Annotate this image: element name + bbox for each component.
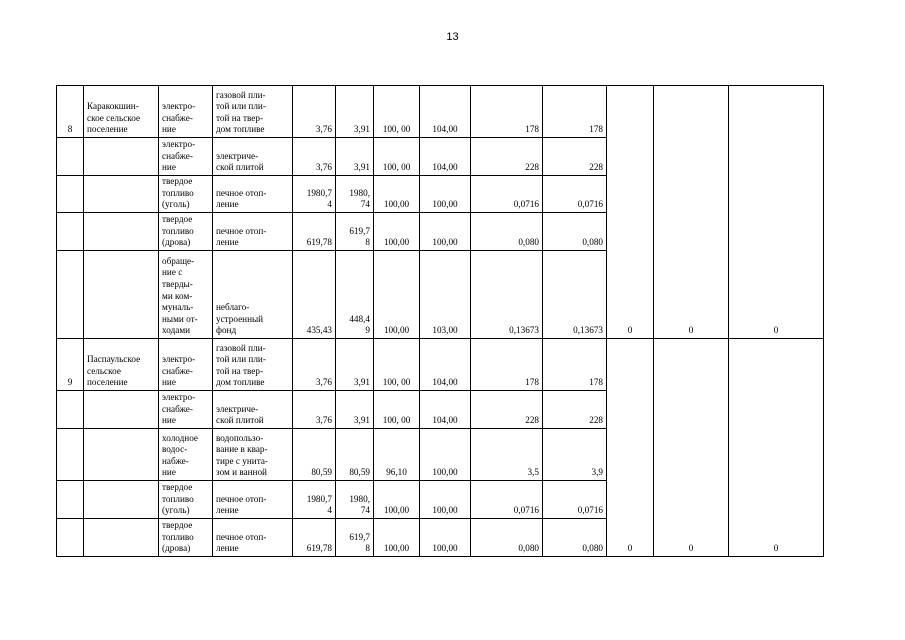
page-number: 13 <box>446 31 459 43</box>
service-cell: обраще- ние с тверды- ми ком- муналь- ными от- ходами <box>159 251 213 339</box>
service-cell: электро- снабже- ние <box>159 391 213 429</box>
empty-cell <box>57 176 84 213</box>
extra-cell: 0 <box>654 339 729 557</box>
value-cell: 80,59 <box>336 429 374 481</box>
tariff-cell: 0,0716 <box>543 176 607 213</box>
tariff-cell: 228 <box>543 138 607 176</box>
empty-cell <box>84 176 159 213</box>
value-cell: 80,59 <box>293 429 336 481</box>
value-cell: 1980, 74 <box>336 481 374 519</box>
tariff-cell: 3,5 <box>471 429 543 481</box>
type-cell: водопользо- вание в квар- тире с унита- зом и ванной <box>213 429 293 481</box>
value-cell: 3,91 <box>336 138 374 176</box>
percent-cell: 100,00 <box>420 176 471 213</box>
table-row <box>57 86 824 138</box>
tariff-cell: 3,9 <box>543 429 607 481</box>
empty-cell <box>84 138 159 176</box>
type-cell: газовой пли- той или пли- той на твер- дом топливе <box>213 339 293 391</box>
percent-cell: 100, 00 <box>374 339 420 391</box>
tariff-table <box>56 85 824 557</box>
type-cell: печное отоп- ление <box>213 176 293 213</box>
type-cell: газовой пли- той или пли- той на твер- дом топливе <box>213 86 293 138</box>
service-cell: твердое топливо (уголь) <box>159 176 213 213</box>
empty-cell <box>84 429 159 481</box>
value-cell: 619,78 <box>293 213 336 251</box>
tariff-cell: 228 <box>471 138 543 176</box>
empty-cell <box>84 519 159 557</box>
percent-cell: 100,00 <box>374 481 420 519</box>
value-cell: 3,76 <box>293 391 336 429</box>
empty-cell <box>57 391 84 429</box>
value-cell: 619,7 8 <box>336 519 374 557</box>
tariff-cell: 0,080 <box>543 519 607 557</box>
service-cell: холодное водос- набже- ние <box>159 429 213 481</box>
value-cell: 3,91 <box>336 339 374 391</box>
service-cell: твердое топливо (дрова) <box>159 519 213 557</box>
extra-cell: 0 <box>654 86 729 339</box>
service-cell: твердое топливо (уголь) <box>159 481 213 519</box>
tariff-cell: 178 <box>471 86 543 138</box>
value-cell: 619,7 8 <box>336 213 374 251</box>
type-cell: печное отоп- ление <box>213 213 293 251</box>
percent-cell: 100, 00 <box>374 138 420 176</box>
percent-cell: 96,10 <box>374 429 420 481</box>
percent-cell: 100,00 <box>420 429 471 481</box>
extra-cell: 0 <box>607 339 654 557</box>
tariff-cell: 178 <box>543 339 607 391</box>
value-cell: 3,76 <box>293 339 336 391</box>
empty-cell <box>84 213 159 251</box>
empty-cell <box>57 519 84 557</box>
value-cell: 3,91 <box>336 391 374 429</box>
percent-cell: 103,00 <box>420 251 471 339</box>
empty-cell <box>57 213 84 251</box>
value-cell: 1980, 74 <box>336 176 374 213</box>
section-number: 9 <box>57 339 84 391</box>
type-cell: неблаго- устроенный фонд <box>213 251 293 339</box>
extra-cell: 0 <box>729 86 824 339</box>
table-row <box>57 339 824 391</box>
section-number: 8 <box>57 86 84 138</box>
value-cell: 3,91 <box>336 86 374 138</box>
percent-cell: 100,00 <box>374 213 420 251</box>
percent-cell: 104,00 <box>420 339 471 391</box>
tariff-cell: 0,0716 <box>471 176 543 213</box>
empty-cell <box>84 391 159 429</box>
tariff-cell: 178 <box>543 86 607 138</box>
value-cell: 435,43 <box>293 251 336 339</box>
empty-cell <box>57 429 84 481</box>
percent-cell: 100,00 <box>420 519 471 557</box>
percent-cell: 100,00 <box>374 251 420 339</box>
percent-cell: 100, 00 <box>374 391 420 429</box>
value-cell: 619,78 <box>293 519 336 557</box>
empty-cell <box>57 251 84 339</box>
value-cell: 3,76 <box>293 138 336 176</box>
percent-cell: 100,00 <box>374 519 420 557</box>
percent-cell: 100,00 <box>420 213 471 251</box>
tariff-cell: 0,0716 <box>543 481 607 519</box>
tariff-cell: 0,0716 <box>471 481 543 519</box>
tariff-cell: 228 <box>543 391 607 429</box>
service-cell: электро- снабже- ние <box>159 339 213 391</box>
empty-cell <box>57 481 84 519</box>
value-cell: 3,76 <box>293 86 336 138</box>
tariff-cell: 178 <box>471 339 543 391</box>
type-cell: электриче- ской плитой <box>213 391 293 429</box>
empty-cell <box>84 251 159 339</box>
value-cell: 1980,7 4 <box>293 481 336 519</box>
extra-cell: 0 <box>607 86 654 339</box>
percent-cell: 100, 00 <box>374 86 420 138</box>
service-cell: твердое топливо (дрова) <box>159 213 213 251</box>
tariff-cell: 228 <box>471 391 543 429</box>
service-cell: электро- снабже- ние <box>159 138 213 176</box>
tariff-cell: 0,13673 <box>471 251 543 339</box>
service-cell: электро- снабже- ние <box>159 86 213 138</box>
percent-cell: 100,00 <box>374 176 420 213</box>
value-cell: 1980,7 4 <box>293 176 336 213</box>
percent-cell: 100,00 <box>420 481 471 519</box>
extra-cell: 0 <box>729 339 824 557</box>
percent-cell: 104,00 <box>420 86 471 138</box>
type-cell: электриче- ской плитой <box>213 138 293 176</box>
empty-cell <box>84 481 159 519</box>
tariff-cell: 0,080 <box>471 519 543 557</box>
tariff-cell: 0,080 <box>543 213 607 251</box>
percent-cell: 104,00 <box>420 138 471 176</box>
percent-cell: 104,00 <box>420 391 471 429</box>
tariff-cell: 0,080 <box>471 213 543 251</box>
value-cell: 448,4 9 <box>336 251 374 339</box>
type-cell: печное отоп- ление <box>213 481 293 519</box>
type-cell: печное отоп- ление <box>213 519 293 557</box>
empty-cell <box>57 138 84 176</box>
settlement-name: Паспаульское сельское поселение <box>84 339 159 391</box>
tariff-cell: 0,13673 <box>543 251 607 339</box>
settlement-name: Каракокшин- ское сельское поселение <box>84 86 159 138</box>
